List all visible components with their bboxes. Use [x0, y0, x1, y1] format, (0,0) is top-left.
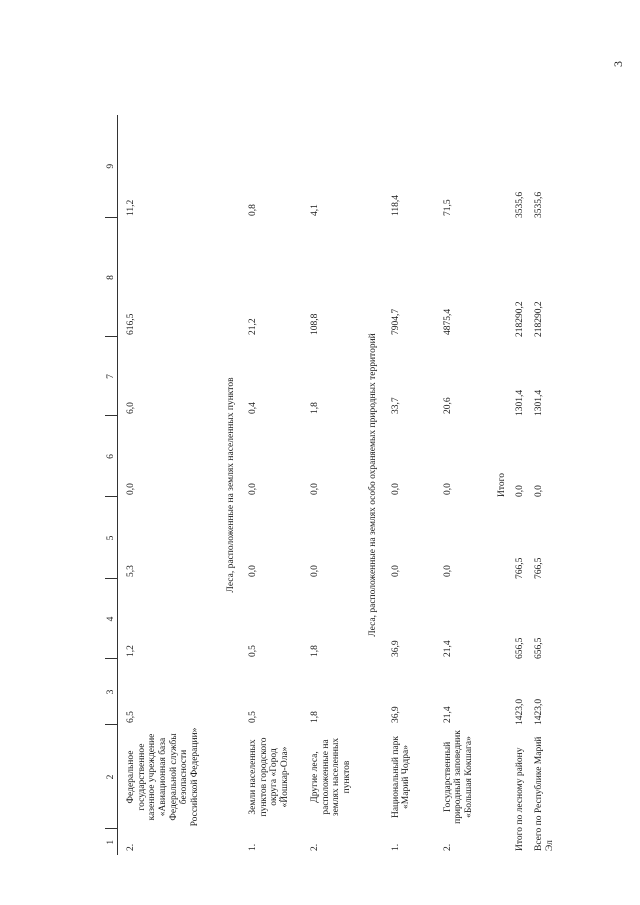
table-cell: 6,0: [126, 402, 136, 414]
table-row: [435, 115, 493, 855]
table-cell: 0,0: [442, 565, 453, 577]
section-title-row: [364, 115, 383, 855]
header-cell: 9: [105, 115, 118, 218]
table-cell: 33,7: [390, 397, 401, 414]
row-name: Государственный природный заповедник «Большая Кокшага»: [442, 730, 474, 824]
table-cell: 1,8: [310, 402, 321, 414]
table-cell: 108,8: [310, 313, 321, 335]
section-title-row: [493, 115, 512, 855]
table-cell: 20,6: [442, 397, 453, 414]
table-cell: 616,5: [126, 313, 136, 335]
table-cell: 0,0: [515, 485, 526, 497]
section-title: Итого: [496, 472, 507, 498]
table-cell: 11,2: [126, 199, 136, 216]
page-number: 3: [611, 61, 625, 67]
total-row: [530, 115, 559, 855]
rotated-page: [105, 115, 615, 855]
table-cell: 0,0: [248, 483, 259, 495]
table-cell: 0,0: [390, 483, 401, 495]
table-cell: 0,0: [310, 565, 321, 577]
table-row: [302, 115, 364, 855]
table-row: [383, 115, 435, 855]
section-title-row: [222, 115, 241, 855]
row-name: Другие леса, расположенные на землях населенных пунктов: [310, 737, 352, 817]
section-title: Леса, расположенные на землях особо охраняемых природных территорий: [368, 333, 379, 637]
table-cell: 36,9: [390, 640, 401, 657]
table-cell: 218290,2: [534, 301, 544, 337]
table-cell: 0,0: [126, 483, 136, 495]
table-cell: 1,8: [310, 645, 321, 657]
header-cell: 5: [105, 497, 118, 579]
table-cell: 656,5: [515, 637, 526, 659]
table-cell: 3535,6: [515, 191, 526, 218]
table-cell: 1,8: [310, 711, 321, 723]
row-name: Национальный парк «Марий Чодра»: [390, 735, 412, 819]
row-number: 1.: [390, 843, 401, 851]
header-cell: 4: [105, 579, 118, 659]
table-cell: 6,5: [126, 711, 136, 723]
table-cell: 1,2: [126, 645, 136, 657]
table-cell: 4875,4: [442, 308, 453, 335]
table-cell: 0,0: [390, 565, 401, 577]
table-cell: 656,5: [534, 637, 544, 659]
table-cell: 118,4: [390, 194, 401, 216]
table-cell: 1423,0: [534, 698, 544, 725]
table-cell: 0,4: [248, 402, 259, 414]
forest-data-table: [105, 115, 559, 855]
total-label: Всего по Республике Марий Эл: [534, 736, 555, 851]
table-row: [118, 115, 222, 855]
table-cell: 21,4: [442, 706, 453, 723]
table-cell: 3535,6: [534, 191, 544, 218]
table-cell: 1423,0: [515, 698, 526, 725]
table-cell: 0,0: [442, 483, 453, 495]
header-cell: 6: [105, 416, 118, 497]
table-cell: 1301,4: [534, 389, 544, 416]
table-cell: 766,5: [515, 557, 526, 579]
header-cell: 2: [105, 725, 118, 829]
table-cell: 0,0: [248, 565, 259, 577]
table-cell: 21,2: [248, 318, 259, 335]
table-cell: 36,9: [390, 706, 401, 723]
table-cell: 218290,2: [515, 301, 526, 337]
column-number-header: [105, 115, 118, 855]
header-cell: 8: [105, 218, 118, 337]
table-cell: 766,5: [534, 557, 544, 579]
table-cell: 21,4: [442, 640, 453, 657]
row-number: 2.: [442, 843, 453, 851]
table-cell: 0,5: [248, 711, 259, 723]
header-cell: 1: [105, 829, 118, 855]
header-cell: 3: [105, 659, 118, 725]
table-cell: 0,8: [248, 204, 259, 216]
section-title: Леса, расположенные на землях населенных пунктов: [225, 377, 236, 593]
row-number: 1.: [248, 843, 259, 851]
table-cell: 1301,4: [515, 389, 526, 416]
row-name: Федеральное государственное казенное учреждение «Авиационная база Федеральной службы безопасности Российской Федерации»: [126, 727, 200, 827]
table-cell: 7904,7: [390, 308, 401, 335]
row-name: Земли населенных пунктов городского округа «Город «Йошкар-Ола»: [248, 737, 290, 817]
table-cell: 5,3: [126, 565, 136, 577]
total-label: Итого по лесному району: [515, 747, 526, 851]
table-cell: 71,5: [442, 199, 453, 216]
table-cell: 0,0: [310, 483, 321, 495]
header-cell: 7: [105, 337, 118, 416]
table-cell: 0,5: [248, 645, 259, 657]
table-cell: 0,0: [534, 485, 544, 497]
table-row: [240, 115, 302, 855]
table-cell: 4,1: [310, 204, 321, 216]
row-number: 2.: [126, 843, 136, 851]
total-row: [511, 115, 530, 855]
row-number: 2.: [310, 843, 321, 851]
